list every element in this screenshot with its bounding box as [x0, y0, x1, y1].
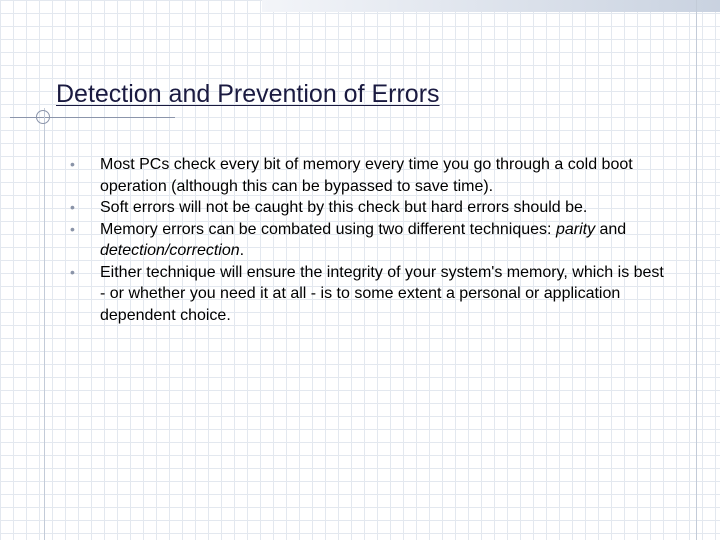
title-underline-rule	[10, 117, 175, 118]
bullet-dot-icon: •	[70, 263, 75, 280]
bullet-dot-icon: •	[70, 220, 75, 237]
header-gradient-bar	[262, 0, 720, 12]
bullet-dot-icon: •	[70, 199, 75, 215]
slide-title: Detection and Prevention of Errors	[56, 80, 440, 108]
term-parity: parity	[555, 220, 596, 238]
bullet-item	[70, 262, 670, 327]
bullet-item	[70, 219, 670, 262]
bullet-text-mid: and	[595, 220, 627, 238]
bullet-text-post: .	[239, 242, 245, 259]
bullet-text: Either technique will ensure the integrity of your system's memory, which is best - or whether you need it at all - is to some extent a personal or application dependent choice.	[100, 263, 664, 324]
bullet-item	[70, 197, 670, 219]
bullet-item	[70, 154, 670, 197]
bullet-text-pre: Memory errors can be combated using two different techniques:	[100, 220, 556, 238]
term-detection-correction: detection/correction	[100, 242, 240, 259]
bullet-dot-icon: •	[70, 156, 75, 172]
bullet-list	[70, 154, 670, 326]
right-vertical-rule	[696, 0, 697, 540]
bullet-text: Soft errors will not be caught by this check but hard errors should be.	[100, 199, 588, 216]
bullet-text: Most PCs check every bit of memory every time you go through a cold boot operation (although this can be bypassed to save time).	[100, 156, 633, 195]
left-vertical-rule	[44, 108, 45, 540]
circle-icon	[36, 110, 50, 124]
